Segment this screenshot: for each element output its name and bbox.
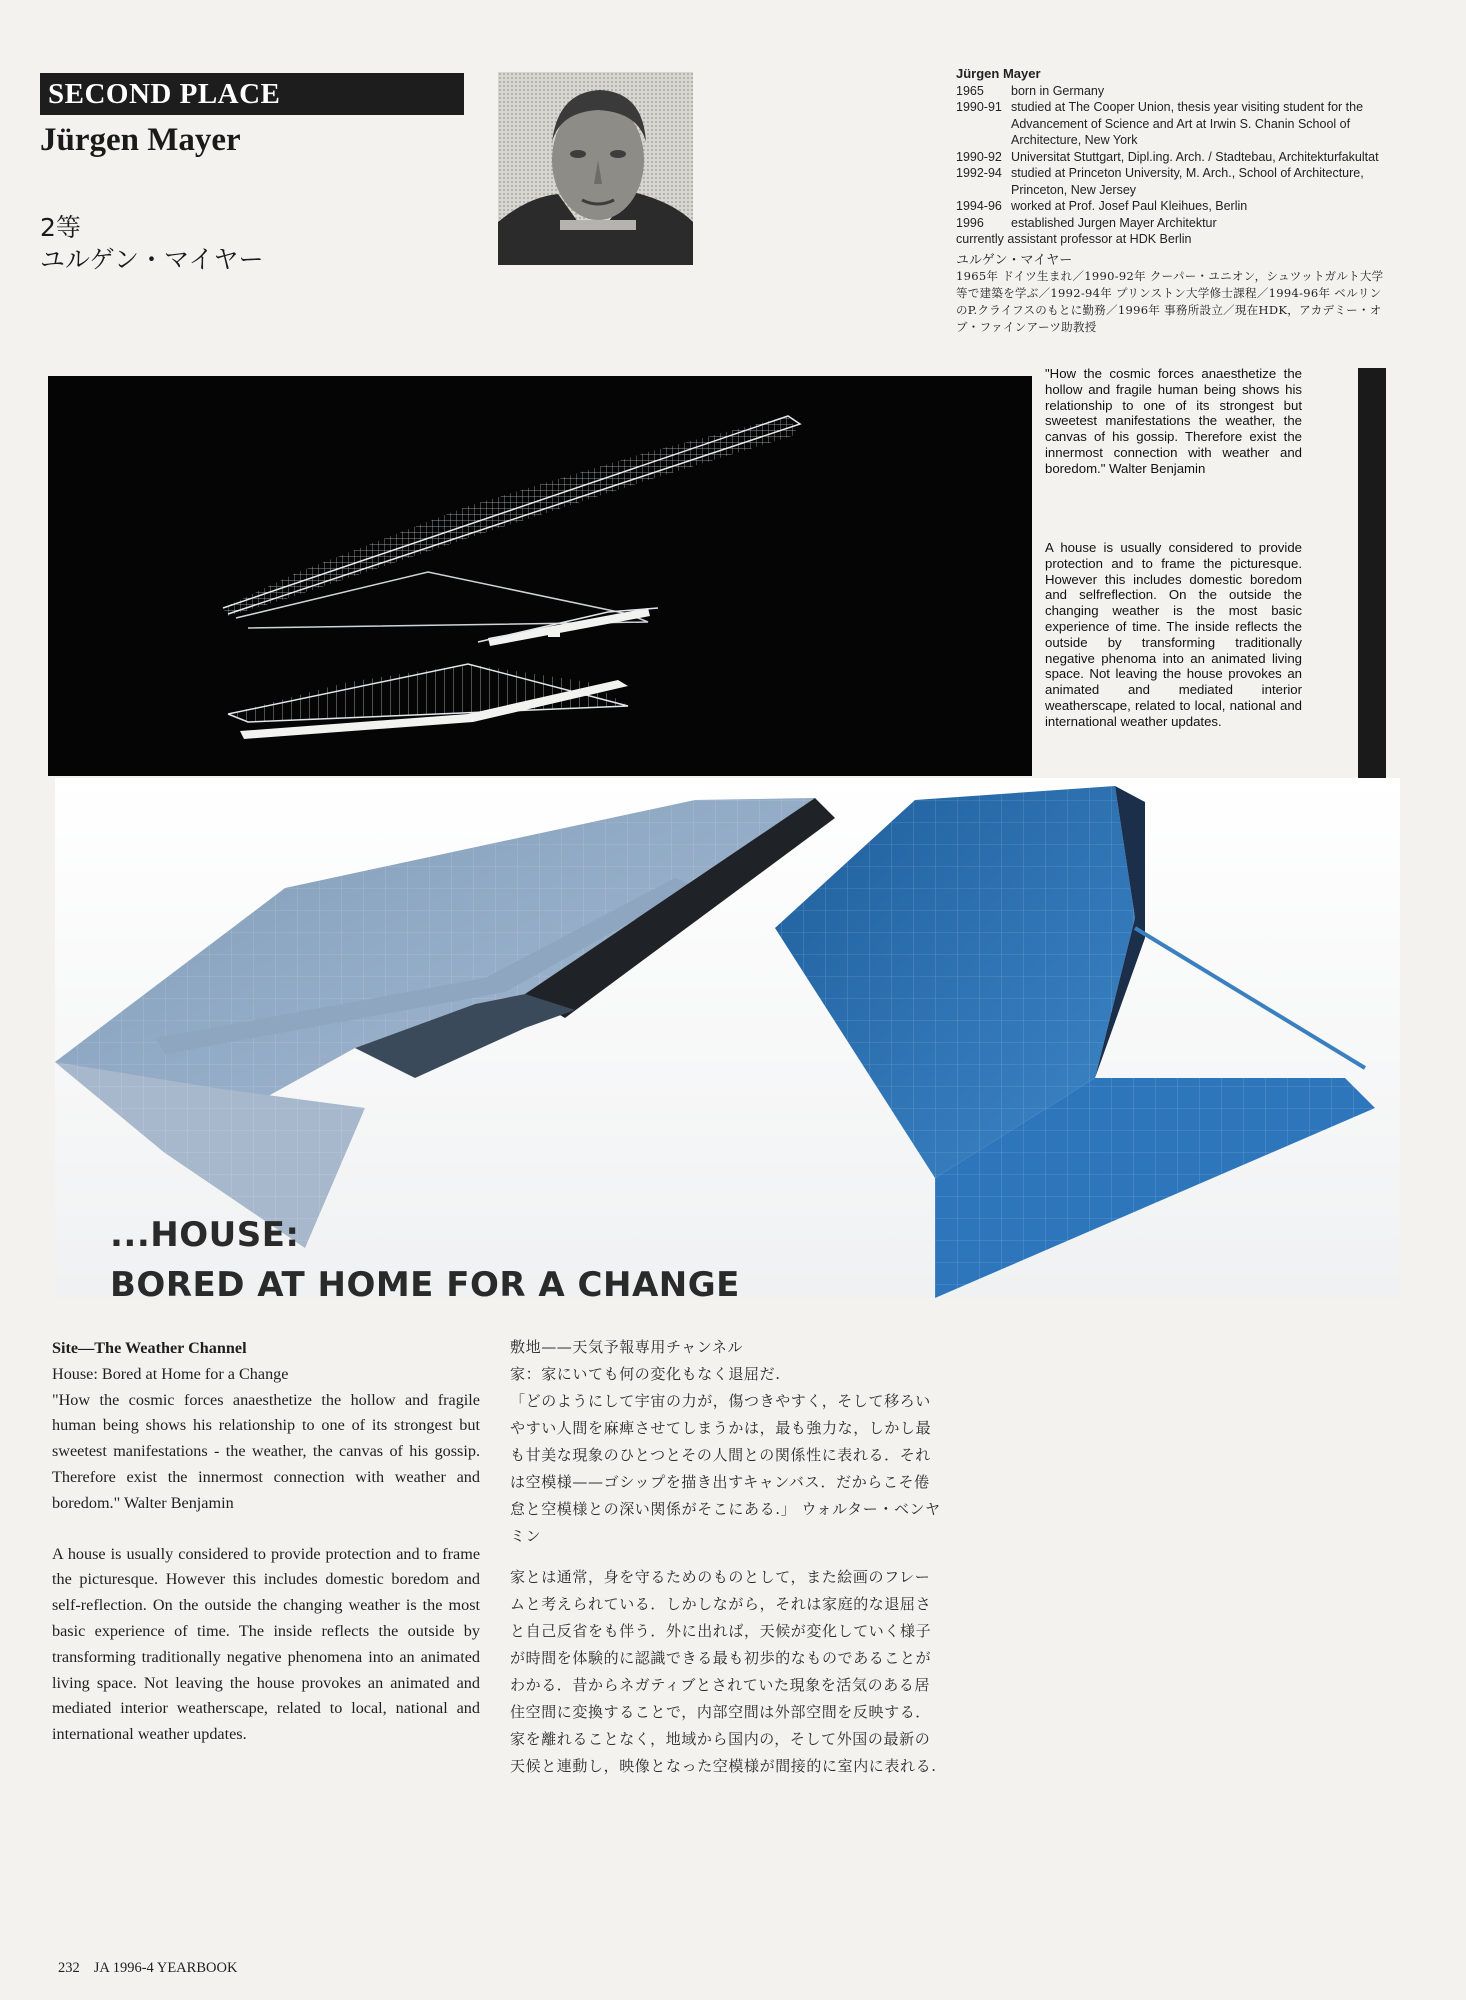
quote-paragraph: "How the cosmic forces anaesthetize the hollow and fragile human being shows his relationship to one of its strongest but sweetest manifestations - the weather, the canvas of his gossip. Therefore exist the innermost connection with weather and boredom." Walter Benjamin: [52, 1390, 480, 1512]
bio-row: [956, 149, 1386, 166]
side-text-block: [1045, 366, 1302, 772]
jp-house-subheading: 家：家にいても何の変化もなく退屈だ.: [510, 1365, 781, 1383]
bio-year: 1994-96: [956, 199, 1002, 213]
page-number: 232: [58, 1960, 80, 1976]
page-footer: [58, 1960, 251, 1977]
description-paragraph: A house is usually considered to provide protection and to frame the picturesque. However this includes domestic boredom and self-reflection. On the outside the changing weather is the most basic experience of time. The inside reflects the outside by transforming traditionally negative phenomena into an animated living space. Not leaving the house provokes an animated and mediated interior weatherscape, related to local, national and international weather updates.: [52, 1544, 480, 1744]
side-description: A house is usually considered to provide protection and to frame the picturesque. However this includes domestic boredom and selfreflection. On the outside the changing weather is the most basic experience of time. The inside reflects the outside by transforming traditionally negative phenoma into an animated living space. Not leaving the house provokes an animated and mediated interior weatherscape, related to local, national and international weather updates.: [1045, 540, 1302, 729]
bio-year: 1992-94: [956, 166, 1002, 180]
bio-row: [956, 215, 1386, 232]
jp-description-paragraph: 家とは通常，身を守るためのものとして，また絵画のフレームと考えられている．しかしながら，それは家庭的な退屈さと自己反省をも伴う．外に出れば，天候が変化していく様子が時間を体験的に認識できる最も初歩的なものであることがわかる．昔からネガティブとされていた現象を活気のある居住空間に変換することで，内部空間は外部空間を反映する．家を離れることなく，地域から国内の，そして外国の最新の天候と連動し，映像となった空模様が間接的に室内に表れる.: [510, 1568, 937, 1775]
bio-text: born in Germany: [1011, 83, 1105, 98]
publication-name: JA 1996-4 YEARBOOK: [93, 1960, 238, 1976]
bio-text: Universitat Stuttgart, Dipl.ing. Arch. / Stadtebau, Architekturfakultat: [1011, 149, 1379, 164]
bio-text: studied at Princeton University, M. Arch., School of Architecture, Princeton, New Jersey: [1011, 166, 1364, 197]
bio-table: [956, 83, 1386, 232]
bio-row: [956, 83, 1386, 100]
bio-year: 1990-91: [956, 100, 1002, 114]
bio-name: Jürgen Mayer: [956, 66, 1041, 81]
jp-site-heading: 敷地——天気予報専用チャンネル: [510, 1338, 744, 1356]
jp-quote-paragraph: 「どのようにして宇宙の力が，傷つきやすく，そして移ろいやすい人間を麻痺させてしまうかは，最も強力な，しかし最も甘美な現象のひとつとその人間との関係性に表れる．それは空模様——ゴシップを描き出すキャンバス．だからこそ倦怠と空模様との深い関係がそこにある.」 ウォルター・ベンヤミン: [510, 1392, 941, 1545]
section-badge: SECOND PLACE: [40, 73, 464, 115]
side-quote: "How the cosmic forces anaesthetize the hollow and fragile human being shows his relationship to one of its strongest but sweetest manifestations the weather, the canvas of his gossip. Therefore exist the innermost connection with weather and boredom." Walter Benjamin: [1045, 366, 1302, 476]
wireframe-rendering: [48, 376, 1032, 776]
bio-year: 1996: [956, 215, 984, 230]
title-line2: BORED AT HOME FOR A CHANGE: [110, 1265, 740, 1305]
bio-row: [956, 198, 1386, 215]
bio-current: currently assistant professor at HDK Berlin: [956, 232, 1192, 246]
bio-text: studied at The Cooper Union, thesis year visiting student for the Advancement of Science and Art at Irwin S. Chanin School of Architecture, New York: [1011, 100, 1364, 147]
bio-year: 1990-92: [956, 149, 1002, 164]
bio-block: [956, 66, 1386, 336]
bio-text: worked at Prof. Josef Paul Kleihues, Berlin: [1011, 199, 1248, 213]
bio-text: established Jurgen Mayer Architektur: [1011, 215, 1217, 230]
bio-jp-text: 1965年 ドイツ生まれ／1990-92年 クーパー・ユニオン，シュツットガルト大学等で建築を学ぶ／1992-94年 プリンストン大学修士課程／1994-96年 ベルリンのP.クライフスのもとに勤務／1996年 事務所設立／現在HDK，アカデミー・オブ・ファインアーツ助教授: [956, 269, 1384, 334]
bio-jp-name: ユルゲン・マイヤー: [956, 251, 1073, 267]
japanese-column: [510, 1334, 942, 1780]
bio-year: 1965: [956, 83, 984, 98]
english-column: [52, 1336, 480, 1748]
portrait-photo: [498, 72, 693, 265]
bio-row: [956, 165, 1386, 198]
project-title: [110, 1210, 740, 1310]
title-line1: ...HOUSE:: [110, 1215, 300, 1255]
site-heading: Site—The Weather Channel: [52, 1339, 247, 1357]
house-subheading: House: Bored at Home for a Change: [52, 1364, 289, 1383]
bio-row: [956, 99, 1386, 149]
jp-rank: 2等: [40, 213, 81, 242]
jp-architect-name: ユルゲン・マイヤー: [40, 245, 264, 274]
architect-name: Jürgen Mayer: [40, 122, 241, 158]
